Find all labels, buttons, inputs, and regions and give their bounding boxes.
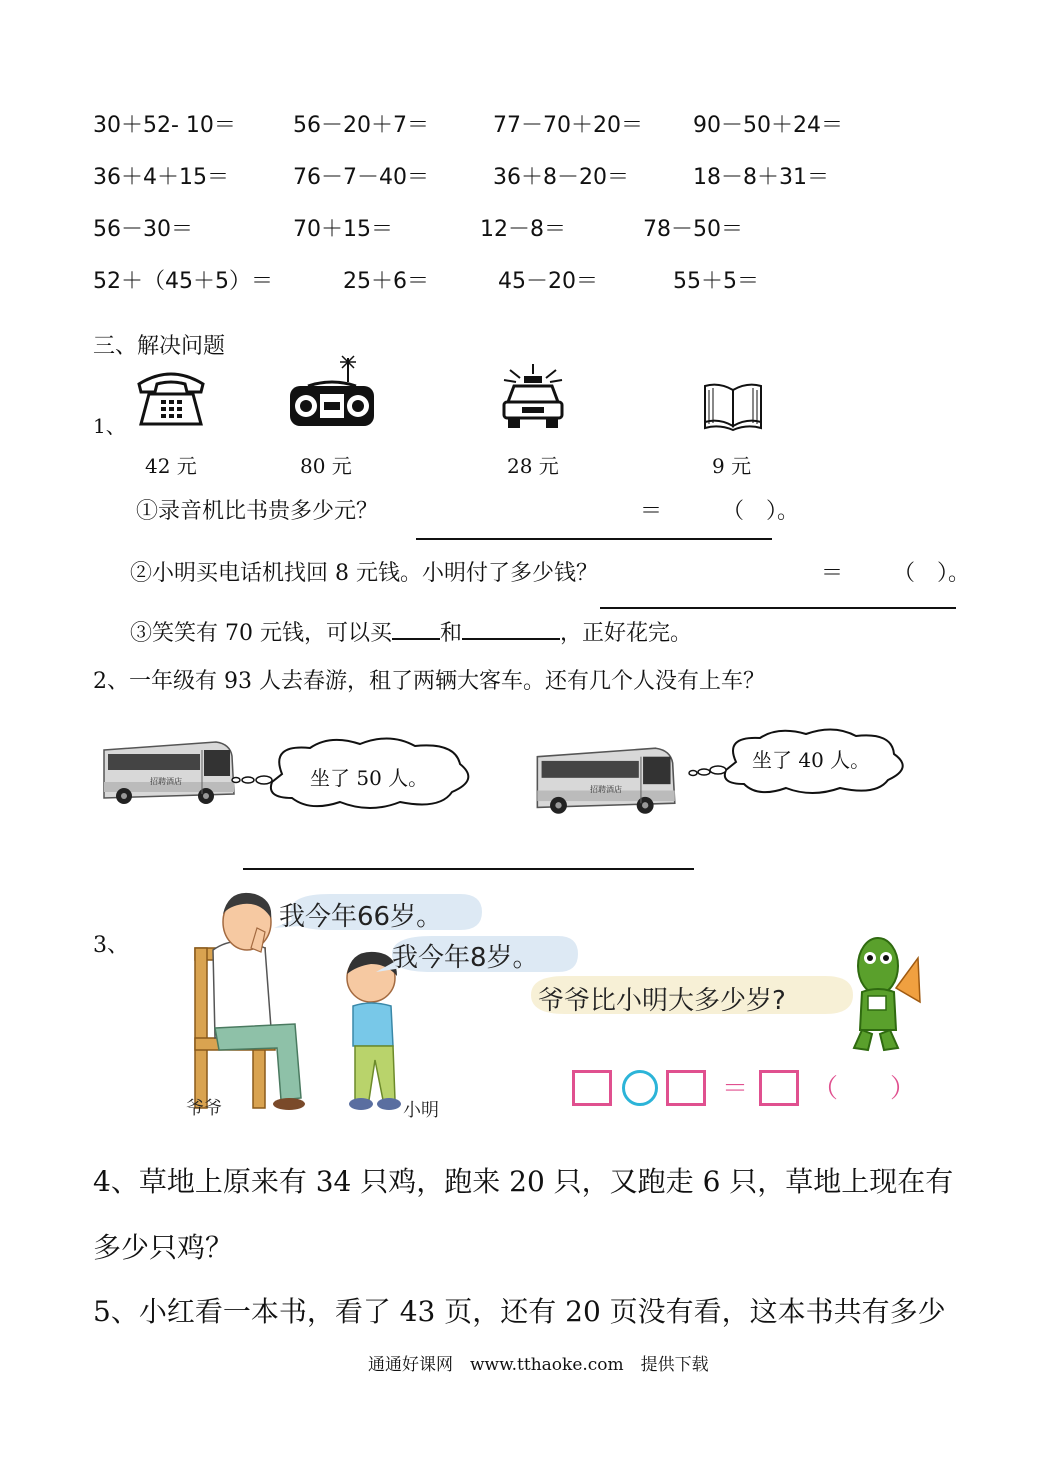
q4-line2: 多少只鸡？ — [93, 1231, 234, 1264]
q1-sub3-text-b: 和 — [439, 621, 462, 646]
q4-line1: 4、草地上原来有 34 只鸡，跑来 20 只，又跑走 6 只，草地上现在有 — [93, 1165, 954, 1198]
bubble-1-text: 坐了 50 人。 — [310, 766, 429, 790]
radio-cassette-icon — [288, 356, 376, 430]
boy-speech: 我今年8岁。 — [392, 943, 539, 973]
calc-r3-c3: 55＋5＝ — [673, 269, 759, 294]
price-police-car: 28 元 — [507, 454, 559, 478]
price-radio: 80 元 — [300, 454, 352, 478]
bus-2-sign: 招聘酒店 — [590, 785, 622, 794]
operator-circle[interactable] — [622, 1070, 658, 1106]
bus-icon — [100, 738, 236, 808]
price-book: 9 元 — [712, 454, 752, 478]
telephone-icon — [135, 368, 207, 428]
q3-number: 3、 — [93, 933, 129, 958]
bubble-2-text: 坐了 40 人。 — [752, 748, 871, 772]
answer-box[interactable] — [666, 1070, 706, 1106]
q1-sub2: ②小明买电话机找回 8 元钱。小明付了多少钱？ — [130, 561, 598, 586]
calc-r1-c3: 18－8＋31＝ — [693, 165, 829, 190]
q1-sub3 — [130, 616, 692, 647]
alien-illustration — [840, 930, 932, 1055]
q1-sub2-equals: ＝ — [821, 561, 844, 586]
calc-r3-c0: 52＋（45＋5）＝ — [93, 269, 273, 294]
bus-icon — [525, 744, 685, 818]
q3-question: 爷爷比小明大多少岁? — [538, 986, 786, 1016]
calc-r0-c3: 90－50＋24＝ — [693, 113, 843, 138]
q1-sub1: ①录音机比书贵多少元？ — [136, 499, 379, 524]
book-icon — [703, 382, 763, 430]
calc-r1-c0: 36＋4＋15＝ — [93, 165, 229, 190]
calc-r2-c3: 78－50＝ — [643, 217, 743, 242]
calc-r3-c2: 45－20＝ — [498, 269, 598, 294]
calc-r1-c2: 36＋8－20＝ — [493, 165, 629, 190]
bus-1-sign: 招聘酒店 — [150, 777, 182, 786]
q1-sub2-answer[interactable]: （ ）。 — [893, 561, 971, 586]
answer-box[interactable] — [572, 1070, 612, 1106]
q1-number: 1、 — [93, 414, 126, 438]
q1-sub3-blank-1[interactable] — [392, 616, 440, 640]
calc-r2-c0: 56－30＝ — [93, 217, 193, 242]
calc-r0-c2: 77－70＋20＝ — [493, 113, 643, 138]
calc-r2-c2: 12－8＝ — [480, 217, 566, 242]
calc-r0-c1: 56－20＋7＝ — [293, 113, 429, 138]
police-car-icon — [500, 364, 566, 430]
q1-sub1-equals: ＝ — [640, 499, 663, 524]
q1-sub3-blank-2[interactable] — [462, 616, 560, 640]
calc-r3-c1: 25＋6＝ — [343, 269, 429, 294]
footer: 通通好课网 www.tthaoke.com 提供下载 — [368, 1355, 709, 1375]
calc-r1-c1: 76－7－40＝ — [293, 165, 429, 190]
calc-r0-c0: 30＋52- 10＝ — [93, 113, 236, 138]
unit-paren[interactable]: （ ） — [812, 1074, 917, 1104]
q1-sub1-answer-line[interactable] — [416, 538, 772, 540]
q5-line1: 5、小红看一本书，看了 43 页，还有 20 页没有看，这本书共有多少 — [93, 1295, 946, 1328]
grandpa-label: 爷爷 — [186, 1098, 222, 1119]
answer-box[interactable] — [759, 1070, 799, 1106]
calc-r2-c1: 70＋15＝ — [293, 217, 393, 242]
section-title: 三、解决问题 — [93, 334, 226, 359]
q1-sub1-answer[interactable]: （ ）。 — [722, 499, 800, 524]
equals-sign: ＝ — [722, 1074, 749, 1104]
q1-sub2-answer-line[interactable] — [600, 607, 956, 609]
q1-sub3-text-c: ，正好花完。 — [560, 621, 693, 646]
grandpa-speech: 我今年66岁。 — [279, 902, 443, 932]
price-telephone: 42 元 — [145, 454, 197, 478]
q2-text: 2、一年级有 93 人去春游，租了两辆大客车。还有几个人没有上车？ — [93, 669, 765, 694]
boy-label: 小明 — [403, 1100, 439, 1121]
q2-answer-line[interactable] — [243, 868, 694, 870]
q1-sub3-text-a: ③笑笑有 70 元钱，可以买 — [130, 621, 392, 646]
